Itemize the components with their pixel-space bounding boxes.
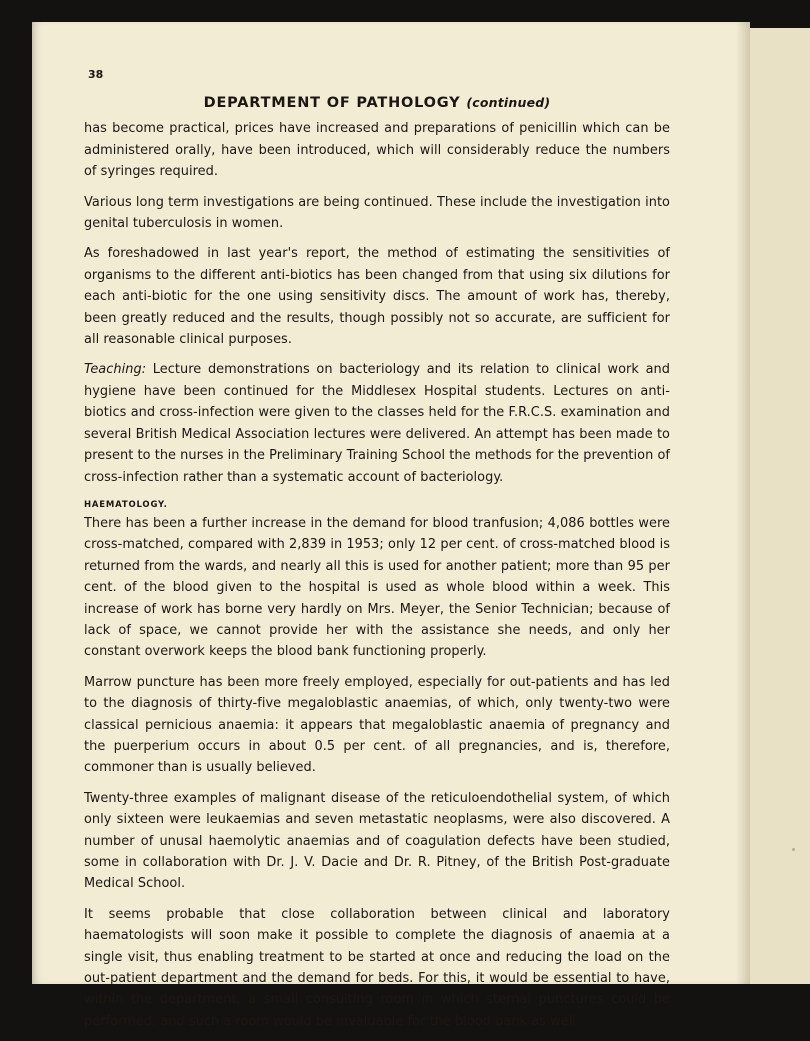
section-heading-haematology: HAEMATOLOGY. (84, 499, 168, 510)
header-title: DEPARTMENT OF PATHOLOGY (203, 95, 461, 111)
adjacent-page-edge (748, 28, 810, 984)
paragraph-collaboration: It seems probable that close collaboration between clinical and laboratory haematologists will soon make it possible to complete the diagnosis of anaemia at a single visit, thus enabling treatment to be started at once and reducing the load on the out-patient department and the demand for beds. For this, it would be essential to have, within the department, a small consulting room in which sternal punctures could be performed, and such a room would be invaluable for the blood bank as well. (84, 906, 670, 1029)
paragraph-malignant-disease: Twenty-three examples of malignant disease of the reticuloendothelial system, of which only sixteen were leukaemias and seven metastatic neoplasms, were also discovered. A number of unusal haemolytic anaemias and of coagulation defects have been studied, some in collaboration with Dr. J. V. Dacie and Dr. R. Pitney, of the British Post-graduate Medical School. (84, 790, 670, 892)
paragraph-blood-transfusion: There has been a further increase in the demand for blood tranfusion; 4,086 bottles were cross-matched, compared with 2,839 in 1953; only 12 per cent. of cross-matched blood is returned from the wards, and nearly all this is used for another patient; more than 95 per cent. of the blood given to the hospital is used as whole blood within a week. This increase of work has borne very hardly on Mrs. Meyer, the Senior Technician; because of lack of space, we cannot provide her with the assistance she needs, and only her constant overwork keeps the blood bank functioning properly. (84, 515, 670, 660)
teaching-text: Lecture demonstrations on bacteriology and its relation to clinical work and hygiene have been continued for the Middlesex Hospital students. Lectures on anti-biotics and cross-infection were given to the classes held for the F.R.C.S. examination and several British Medical Association lectures were delivered. An attempt has been made to present to the nurses in the Preliminary Training School the methods for the prevention of cross-infection rather than a systematic account of bacteriology. (84, 362, 670, 485)
paragraph-long-term-investigations: Various long term investigations are being continued. These include the investigation into genital tuberculosis in women. (84, 194, 670, 232)
teaching-lead: Teaching: (84, 362, 147, 378)
gutter-shadow (736, 22, 750, 984)
page-body (84, 66, 670, 1041)
paragraph-sensitivity-method: As foreshadowed in last year's report, the method of estimating the sensitivities of organisms to the different anti-biotics has been changed from that using six dilutions for each anti-biotic for the one using sensitivity discs. The amount of work has, thereby, been greatly reduced and the results, though possibly not so accurate, are sufficient for all reasonable clinical purposes. (84, 246, 670, 348)
paper-speck (792, 848, 795, 851)
header-continued: (continued) (466, 95, 551, 110)
page-header (84, 66, 670, 114)
paragraph-teaching (84, 359, 670, 487)
paragraph-penicillin: has become practical, prices have increased and preparations of penicillin which can be administered orally, have been introduced, which will considerably reduce the numbers of syringes required. (84, 121, 670, 180)
page-number: 38 (88, 68, 104, 81)
paragraph-marrow-puncture: Marrow puncture has been more freely employed, especially for out-patients and has led to the diagnosis of thirty-five megaloblastic anaemias, of which, only twenty-two were classical pernicious anaemia: it appears that megaloblastic anaemia of pregnancy and the puerperium occurs in about 0.5 per cent. of all pregnancies, and is, therefore, commoner than is usually believed. (84, 674, 670, 776)
